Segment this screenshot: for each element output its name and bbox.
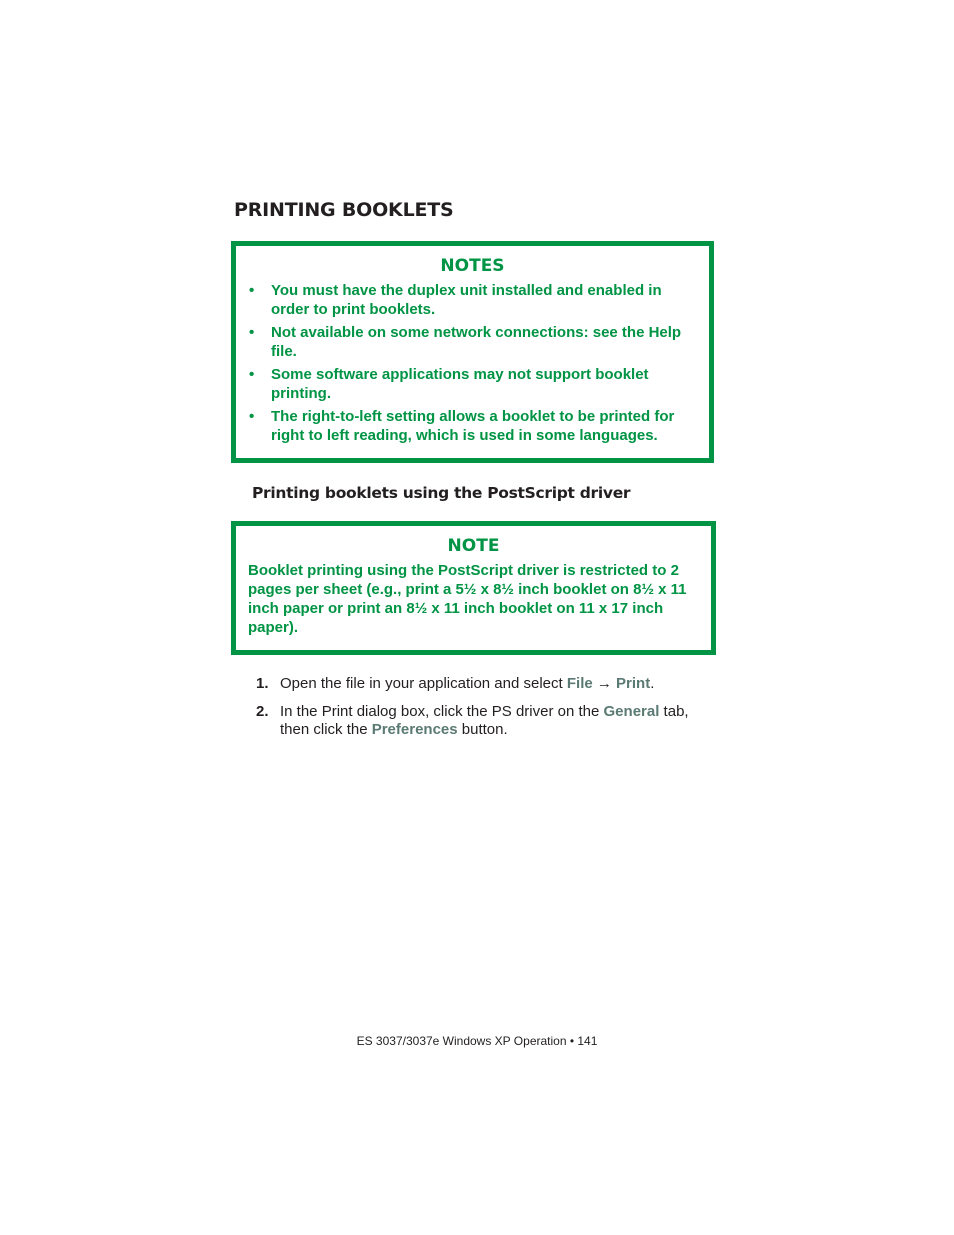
menu-term-print: Print bbox=[616, 675, 651, 692]
step-text: In the Print dialog box, click the PS driver on the bbox=[280, 703, 604, 720]
button-term-preferences: Preferences bbox=[371, 721, 458, 738]
note-item-text: You must have the duplex unit installed and enabled in order to print booklets. bbox=[271, 282, 662, 318]
note-box bbox=[231, 521, 716, 655]
step-text: Open the file in your application and select bbox=[280, 675, 567, 692]
notes-heading: NOTES bbox=[440, 256, 505, 276]
step-number: 2. bbox=[256, 703, 269, 720]
note-item bbox=[248, 365, 693, 403]
steps-list bbox=[250, 675, 720, 749]
note-item bbox=[248, 323, 693, 361]
bullet-icon: • bbox=[249, 408, 255, 425]
section-subheading: Printing booklets using the PostScript driver bbox=[252, 484, 631, 502]
note-item-text: Not available on some network connections: see the Help file. bbox=[271, 324, 682, 360]
page-footer: ES 3037/3037e Windows XP Operation • 141 bbox=[356, 1034, 598, 1048]
step-text: . bbox=[650, 675, 655, 692]
bullet-icon: • bbox=[249, 324, 255, 341]
step-text: tab, then click the bbox=[280, 703, 689, 738]
page-title: PRINTING BOOKLETS bbox=[234, 199, 454, 221]
menu-term-file: File bbox=[566, 675, 593, 692]
note-heading: NOTE bbox=[447, 536, 500, 556]
note-item bbox=[248, 407, 693, 445]
note-item-text: Some software applications may not support booklet printing. bbox=[271, 366, 649, 402]
step-text: button. bbox=[457, 721, 508, 738]
step-number: 1. bbox=[256, 675, 269, 692]
bullet-icon: • bbox=[249, 282, 255, 299]
step-item bbox=[250, 703, 720, 739]
step-item bbox=[250, 675, 720, 693]
notes-list bbox=[236, 281, 709, 445]
note-text: Booklet printing using the PostScript driver is restricted to 2 pages per sheet (e.g., print a 5½ x 8½ inch booklet on 8½ x 11 inch paper or print an 8½ x 11 inch booklet on 11 x 17 inch paper). bbox=[248, 562, 687, 636]
notes-box bbox=[231, 241, 714, 463]
note-item bbox=[248, 281, 693, 319]
note-item-text: The right-to-left setting allows a booklet to be printed for right to left reading, which is used in some languages. bbox=[271, 408, 675, 444]
tab-term-general: General bbox=[603, 703, 660, 720]
bullet-icon: • bbox=[249, 366, 255, 383]
arrow-icon: → bbox=[592, 675, 617, 692]
